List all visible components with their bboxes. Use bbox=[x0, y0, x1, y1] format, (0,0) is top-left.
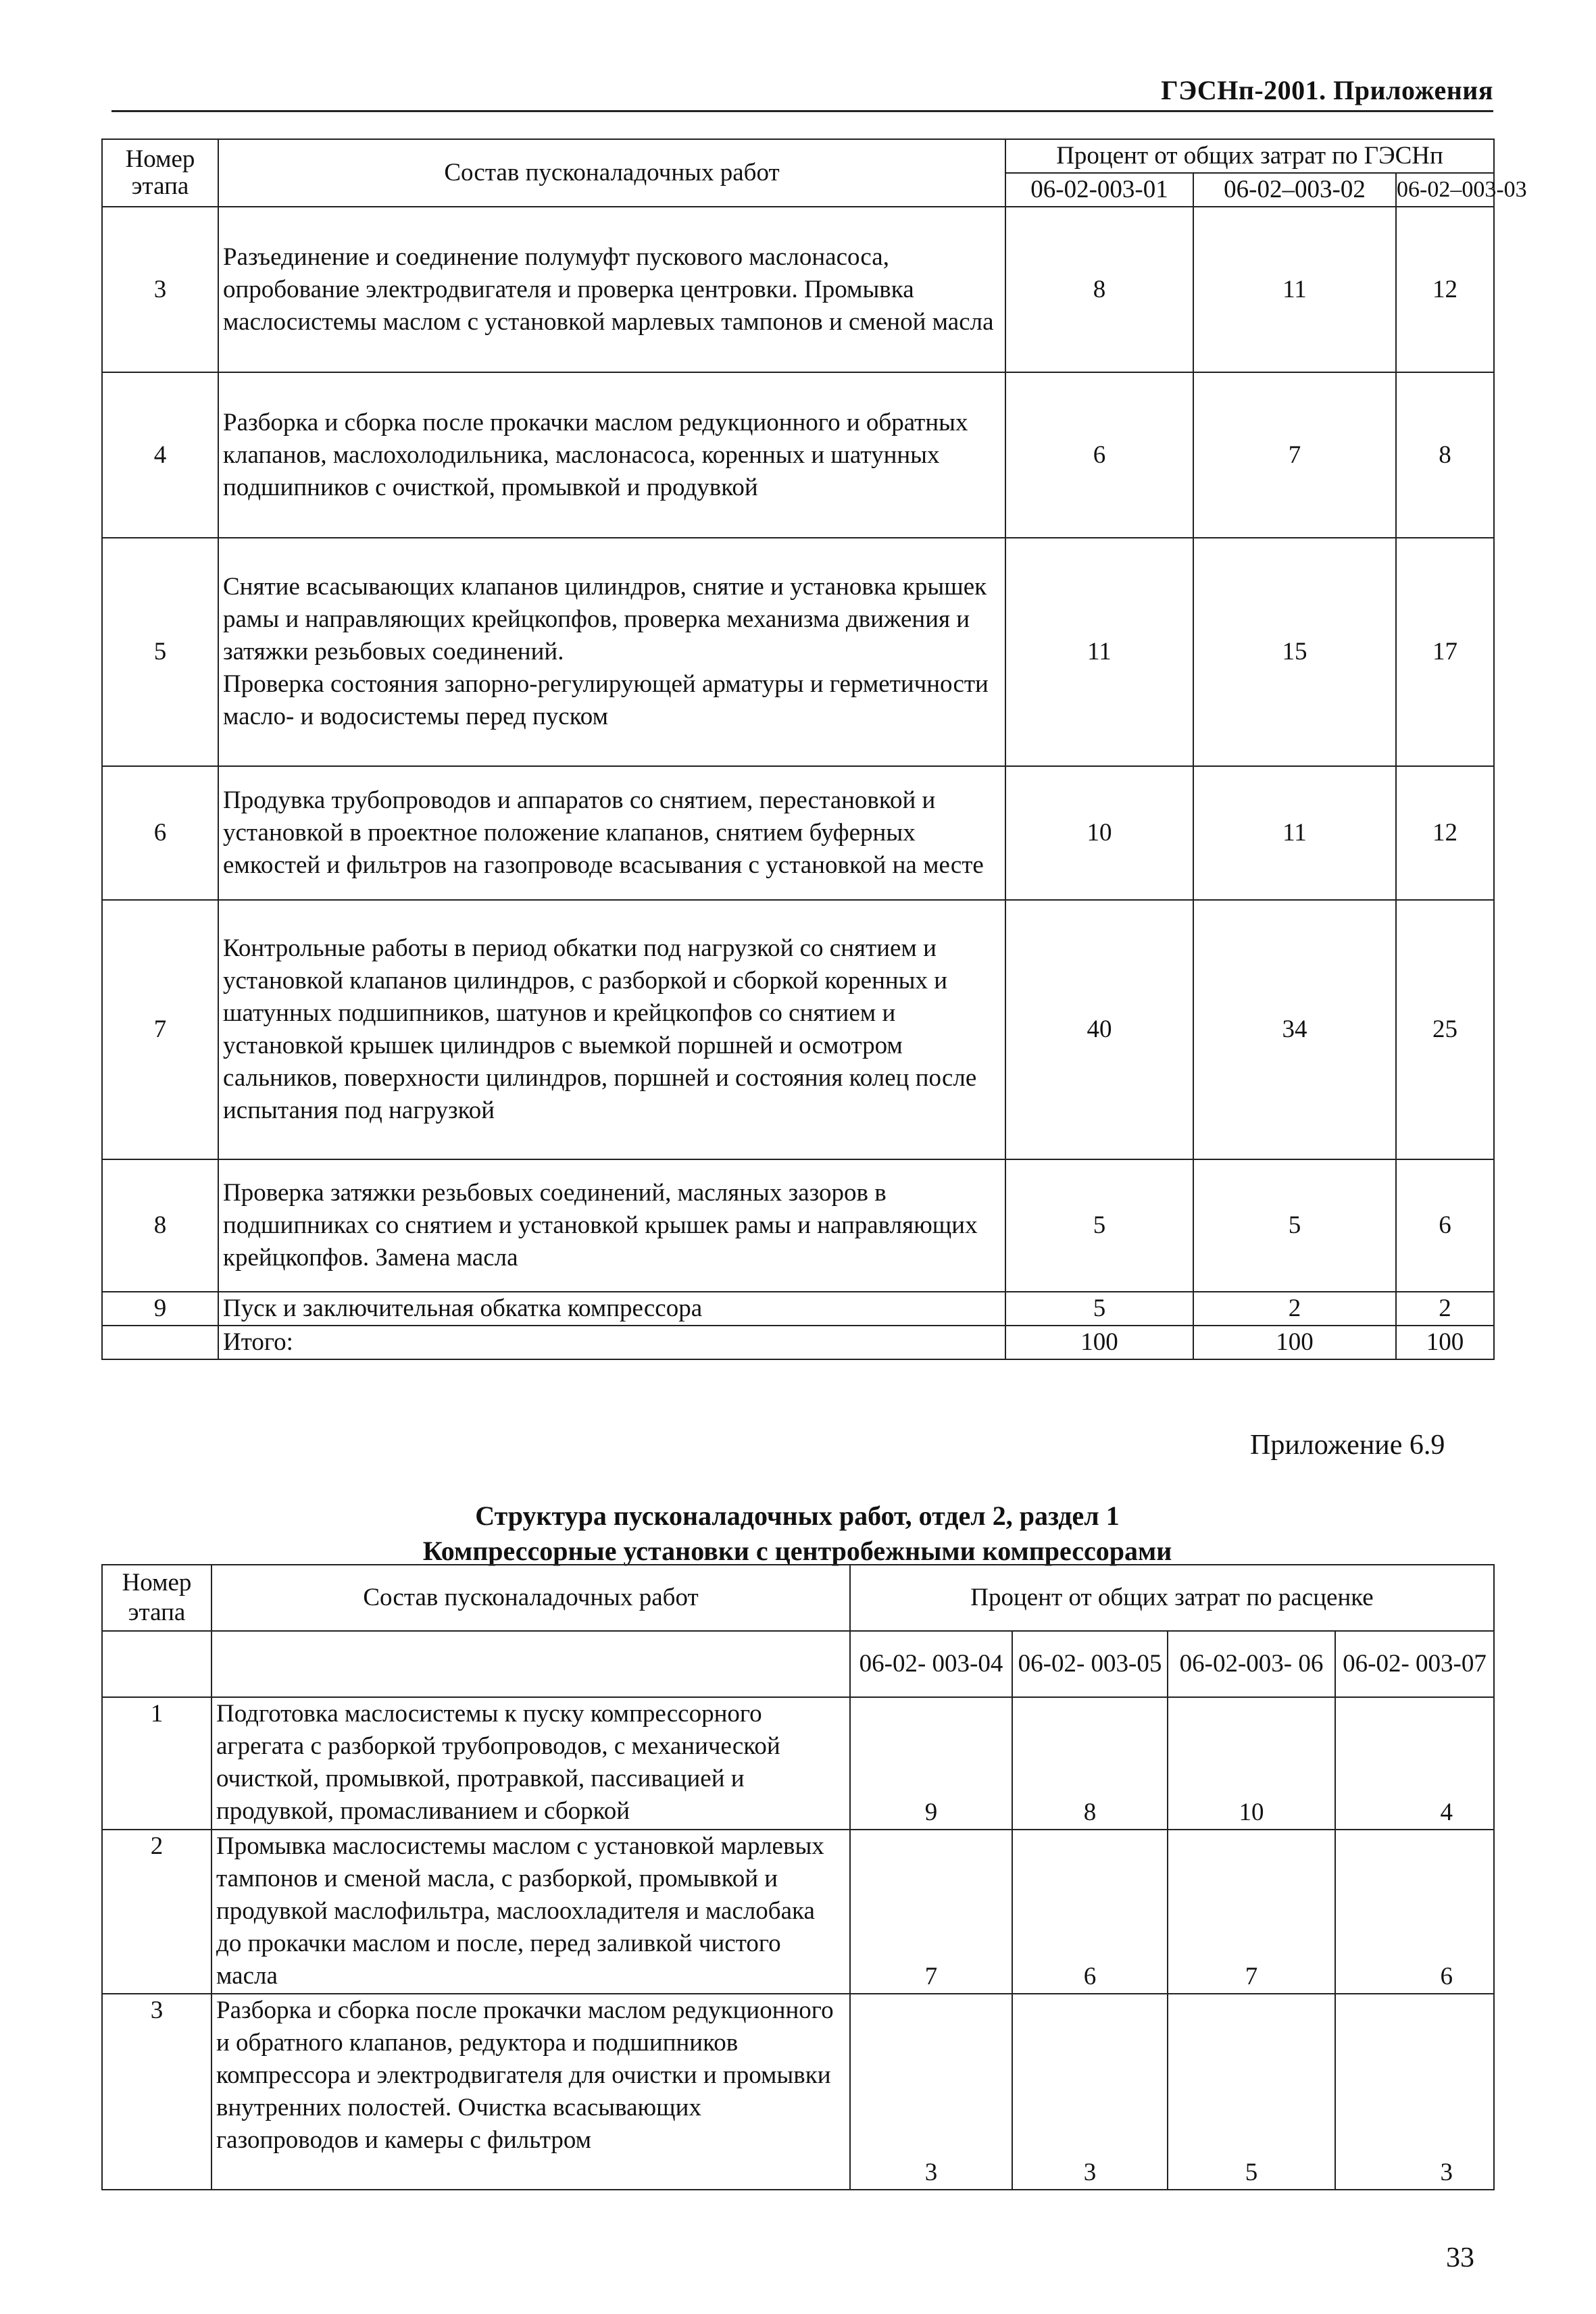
percent-value: 8 bbox=[1396, 372, 1494, 538]
page-number: 33 bbox=[1446, 2242, 1474, 2273]
percent-value: 12 bbox=[1396, 207, 1494, 372]
appendix-label: Приложение 6.9 bbox=[1250, 1430, 1445, 1461]
header-rule bbox=[111, 110, 1493, 112]
code-column-header: 06-02- 003-05 bbox=[1012, 1631, 1168, 1697]
work-description-part: Снятие всасывающих клапанов цилиндров, снятие и установка крышек рамы и направляющих крейцкопфов, проверка механизма движения и затяжки резьбовых соединений. bbox=[223, 573, 987, 665]
column-header-percent: Процент от общих затрат по расценке bbox=[850, 1565, 1494, 1631]
empty-cell bbox=[211, 1631, 850, 1697]
percent-value: 10 bbox=[1005, 766, 1193, 900]
percent-value: 4 bbox=[1335, 1697, 1494, 1830]
percent-value: 17 bbox=[1396, 538, 1494, 766]
percent-value: 11 bbox=[1193, 766, 1396, 900]
column-header-stage: Номер этапа bbox=[102, 139, 218, 207]
stage-number: 9 bbox=[102, 1292, 218, 1326]
percent-value: 11 bbox=[1005, 538, 1193, 766]
stage-number: 2 bbox=[102, 1830, 211, 1994]
percent-value: 7 bbox=[850, 1830, 1012, 1994]
stage-number: 4 bbox=[102, 372, 218, 538]
work-description: Подготовка маслосистемы к пуску компрессорного агрегата с разборкой трубопроводов, с механической очисткой, промывкой, протравкой, пассивацией и продувкой, промасливанием и сборкой bbox=[211, 1697, 850, 1830]
table-row bbox=[102, 207, 1494, 372]
percent-value: 10 bbox=[1168, 1697, 1335, 1830]
table-row bbox=[102, 766, 1494, 900]
stage-number: 5 bbox=[102, 538, 218, 766]
percent-value: 6 bbox=[1335, 1830, 1494, 1994]
table-row bbox=[102, 372, 1494, 538]
percent-value: 12 bbox=[1396, 766, 1494, 900]
work-description: Разборка и сборка после прокачки маслом редукционного и обратных клапанов, маслохолодильника, маслонасоса, коренных и шатунных подшипников с очисткой, промывкой и продувкой bbox=[218, 372, 1005, 538]
caption-line-2: Компрессорные установки с центробежными компрессорами bbox=[422, 1536, 1172, 1566]
work-description: Контрольные работы в период обкатки под нагрузкой со снятием и установкой клапанов цилиндров, с разборкой и сборкой коренных и шатунных подшипников, шатунов и крейцкопфов со снятием и установкой крышек цилиндров с выемкой поршней и осмотром сальников, поверхности цилиндров, поршней и состояния колец после испытания под нагрузкой bbox=[218, 900, 1005, 1159]
total-value: 100 bbox=[1193, 1326, 1396, 1359]
total-value: 100 bbox=[1005, 1326, 1193, 1359]
percent-value: 7 bbox=[1193, 372, 1396, 538]
column-header-percent: Процент от общих затрат по ГЭСНп bbox=[1005, 139, 1494, 173]
percent-value: 3 bbox=[1012, 1994, 1168, 2190]
stage-number: 3 bbox=[102, 207, 218, 372]
running-header: ГЭСНп-2001. Приложения bbox=[1161, 75, 1493, 105]
percent-value: 5 bbox=[1005, 1159, 1193, 1292]
percent-value: 5 bbox=[1168, 1994, 1335, 2190]
percent-value: 2 bbox=[1193, 1292, 1396, 1326]
percent-value: 7 bbox=[1168, 1830, 1335, 1994]
code-column-header: 06-02- 003-07 bbox=[1335, 1631, 1494, 1697]
percent-value: 40 bbox=[1005, 900, 1193, 1159]
work-description-part: Проверка состояния запорно-регулирующей арматуры и герметичности масло- и водосистемы перед пуском bbox=[223, 670, 989, 730]
work-description: Продувка трубопроводов и аппаратов со снятием, перестановкой и установкой в проектное положение клапанов, снятием буферных емкостей и фильтров на газопроводе всасывания с установкой на месте bbox=[218, 766, 1005, 900]
percent-value: 15 bbox=[1193, 538, 1396, 766]
stage-number: 6 bbox=[102, 766, 218, 900]
total-label: Итого: bbox=[218, 1326, 1005, 1359]
percent-value: 9 bbox=[850, 1697, 1012, 1830]
stage-number bbox=[102, 1326, 218, 1359]
percent-value: 6 bbox=[1012, 1830, 1168, 1994]
stage-number: 3 bbox=[102, 1994, 211, 2190]
percent-value: 5 bbox=[1005, 1292, 1193, 1326]
code-column-header: 06-02-003-01 bbox=[1005, 173, 1193, 207]
work-description: Разборка и сборка после прокачки маслом редукционного и обратного клапанов, редуктора и подшипников компрессора и электродвигателя для очистки и промывки внутренних полостей. Очистка всасывающих газопроводов и камеры с фильтром bbox=[211, 1994, 850, 2190]
table-row bbox=[102, 1697, 1494, 1830]
work-description: Пуск и заключительная обкатка компрессора bbox=[218, 1292, 1005, 1326]
work-description: Проверка затяжки резьбовых соединений, масляных зазоров в подшипниках со снятием и установкой крышек рамы и направляющих крейцкопфов. Замена масла bbox=[218, 1159, 1005, 1292]
code-column-header: 06-02–003-02 bbox=[1193, 173, 1396, 207]
stages-table-1 bbox=[101, 139, 1527, 1360]
column-header-stage: Номер этапа bbox=[102, 1565, 211, 1631]
percent-value: 25 bbox=[1396, 900, 1494, 1159]
empty-cell bbox=[102, 1631, 211, 1697]
table-row bbox=[102, 1159, 1494, 1292]
code-column-header: 06-02- 003-04 bbox=[850, 1631, 1012, 1697]
total-row bbox=[102, 1326, 1494, 1359]
work-description: Разъединение и соединение полумуфт пускового маслонасоса, опробование электродвигателя и проверка центровки. Промывка маслосистемы маслом с установкой марлевых тампонов и сменой масла bbox=[218, 207, 1005, 372]
work-description: Промывка маслосистемы маслом с установкой марлевых тампонов и сменой масла, с разборкой, промывкой и продувкой маслофильтра, маслоохладителя и маслобака до прокачки маслом и после, перед заливкой чистого масла bbox=[211, 1830, 850, 1994]
column-header-work: Состав пусконаладочных работ bbox=[218, 139, 1005, 207]
code-column-header: 06-02–003-03 bbox=[1396, 173, 1494, 207]
percent-value: 8 bbox=[1012, 1697, 1168, 1830]
code-column-header: 06-02-003- 06 bbox=[1168, 1631, 1335, 1697]
stage-number: 8 bbox=[102, 1159, 218, 1292]
caption-line-1: Структура пусконаладочных работ, отдел 2, раздел 1 bbox=[475, 1501, 1120, 1531]
percent-value: 2 bbox=[1396, 1292, 1494, 1326]
stage-number: 1 bbox=[102, 1697, 211, 1830]
table-caption bbox=[101, 1499, 1493, 1569]
percent-value: 11 bbox=[1193, 207, 1396, 372]
table-row bbox=[102, 538, 1494, 766]
column-header-work: Состав пусконаладочных работ bbox=[211, 1565, 850, 1631]
stage-number: 7 bbox=[102, 900, 218, 1159]
percent-value: 34 bbox=[1193, 900, 1396, 1159]
table-row bbox=[102, 1830, 1494, 1994]
percent-value: 8 bbox=[1005, 207, 1193, 372]
percent-value: 6 bbox=[1396, 1159, 1494, 1292]
stages-table-2 bbox=[101, 1564, 1495, 2190]
percent-value: 3 bbox=[850, 1994, 1012, 2190]
table-row bbox=[102, 1292, 1494, 1326]
percent-value: 6 bbox=[1005, 372, 1193, 538]
work-description bbox=[218, 538, 1005, 766]
table-row bbox=[102, 1994, 1494, 2190]
total-value: 100 bbox=[1396, 1326, 1494, 1359]
percent-value: 3 bbox=[1335, 1994, 1494, 2190]
percent-value: 5 bbox=[1193, 1159, 1396, 1292]
table-row bbox=[102, 900, 1494, 1159]
